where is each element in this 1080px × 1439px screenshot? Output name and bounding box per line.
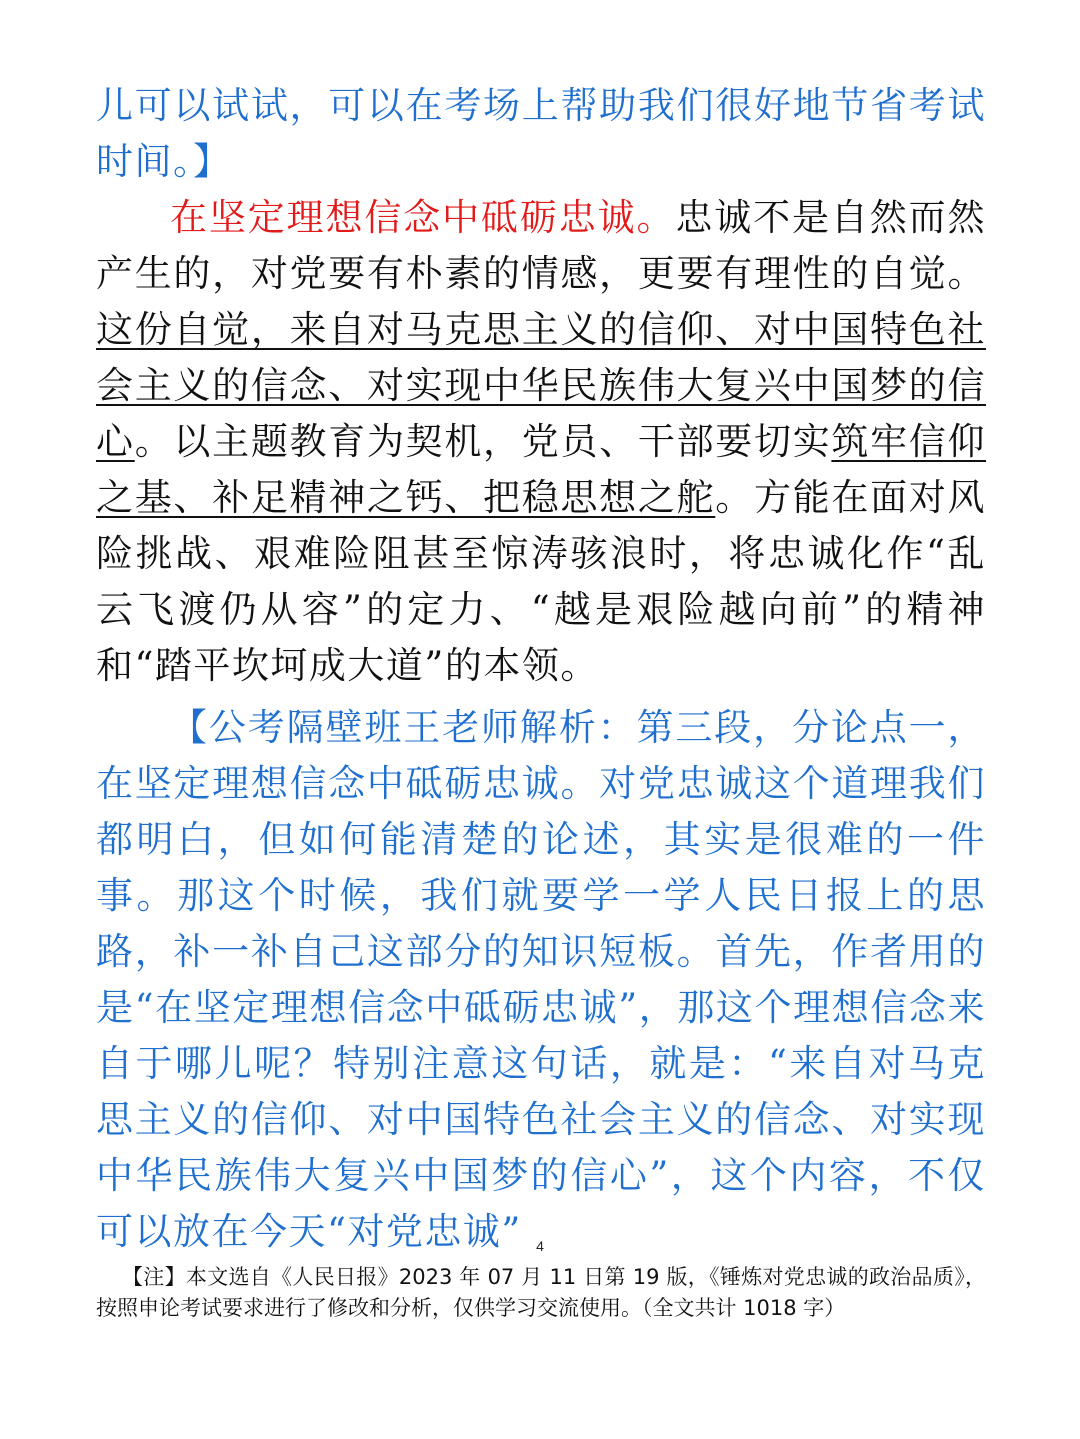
underlined-key-phrase: 筑牢信仰之基、补足精神之钙、把稳思想之舵 [96,420,987,519]
article-sentence: 。方能在面对风险挑战、艰难险阻甚至惊涛骇浪时，将忠诚化作“乱云飞渡仍从容”的定力、“越是艰险越向前”的精神和“踏平坎坷成大道”的本领。 [96,476,987,687]
analysis-paragraph: 【公考隔壁班王老师解析：第三段，分论点一，在坚定理想信念中砥砺忠诚。对党忠诚这个道理我们都明白，但如何能清楚的论述，其实是很难的一件事。那这个时候，我们就要学一学人民日报上的思路，补一补自己这部分的知识短板。首先，作者用的是“在坚定理想信念中砥砺忠诚”，那这个理想信念来自于哪儿呢？特别注意这句话，就是：“来自对马克思主义的信仰、对中国特色社会主义的信念、对实现中华民族伟大复兴中国梦的信心”，这个内容，不仅可以放在今天“对党忠诚” [96,706,986,1253]
article-sentence: 。以主题教育为契机，党员、干部要切实 [134,420,832,463]
page-number: 4 [536,1238,544,1254]
article-sentence: 忠诚不是自然而然产生的，对党要有朴素的情感，更要有理性的自觉。 [96,196,986,295]
article-paragraph [96,190,986,694]
subpoint-heading: 在坚定理想信念中砥砺忠诚。 [170,196,676,239]
analysis-paragraph-continued: 儿可以试试，可以在考场上帮助我们很好地节省考试时间。】 [96,84,986,183]
underlined-key-sentence: 这份自觉，来自对马克思主义的信仰、对中国特色社会主义的信念、对实现中华民族伟大复兴中国梦的信心 [96,308,986,463]
source-footnote: 【注】本文选自《人民日报》2023 年 07 月 11 日第 19 版，《锤炼对党忠诚的政治品质》，按照申论考试要求进行了修改和分析，仅供学习交流使用。（全文共计 1018 字） [96,1265,986,1320]
